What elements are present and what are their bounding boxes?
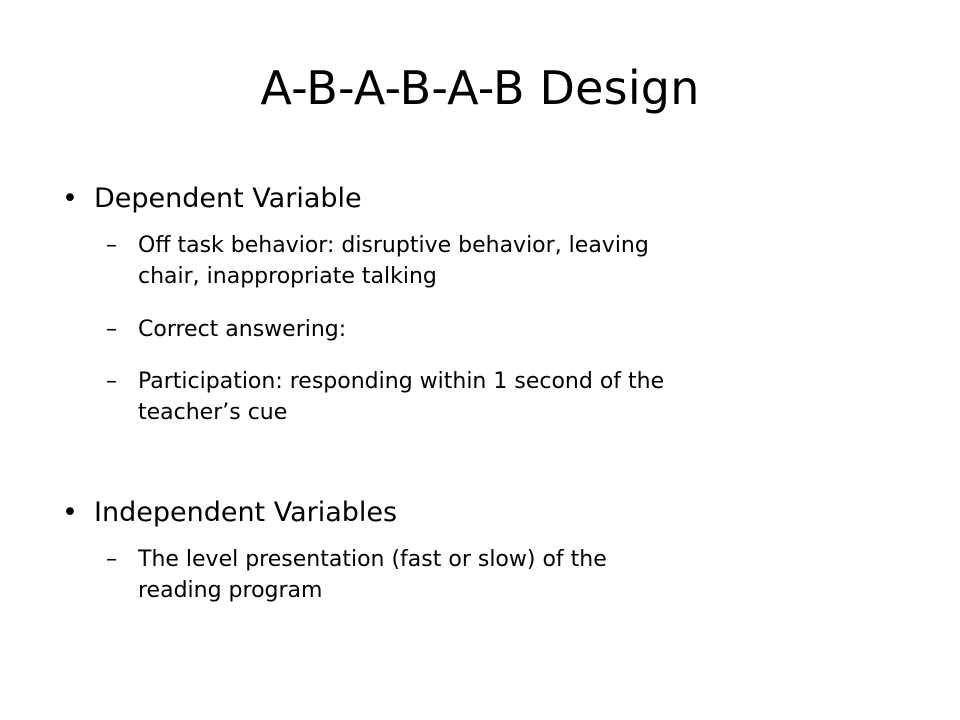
- sub-item-line: The level presentation (fast or slow) of the: [138, 547, 607, 572]
- sub-item-line: Off task behavior: disruptive behavior, leaving: [138, 233, 649, 258]
- sub-item-line: reading program: [138, 578, 323, 603]
- bullet-dot: •: [62, 183, 78, 214]
- slide-title: A-B-A-B-A-B Design: [260, 61, 700, 115]
- bullet-heading: Independent Variables: [94, 497, 398, 528]
- sub-item-line: Participation: responding within 1 second of the: [138, 369, 665, 394]
- bullet-heading: Dependent Variable: [94, 183, 362, 214]
- slide-content: [62, 0, 902, 720]
- dash-marker: –: [106, 233, 117, 258]
- sub-item-line: teacher’s cue: [138, 400, 288, 425]
- dash-marker: –: [106, 369, 117, 394]
- dash-marker: –: [106, 547, 117, 572]
- sub-item-line: chair, inappropriate talking: [138, 264, 437, 289]
- bullet-dot: •: [62, 497, 78, 528]
- dash-marker: –: [106, 317, 117, 342]
- sub-item-line: Correct answering:: [138, 317, 347, 342]
